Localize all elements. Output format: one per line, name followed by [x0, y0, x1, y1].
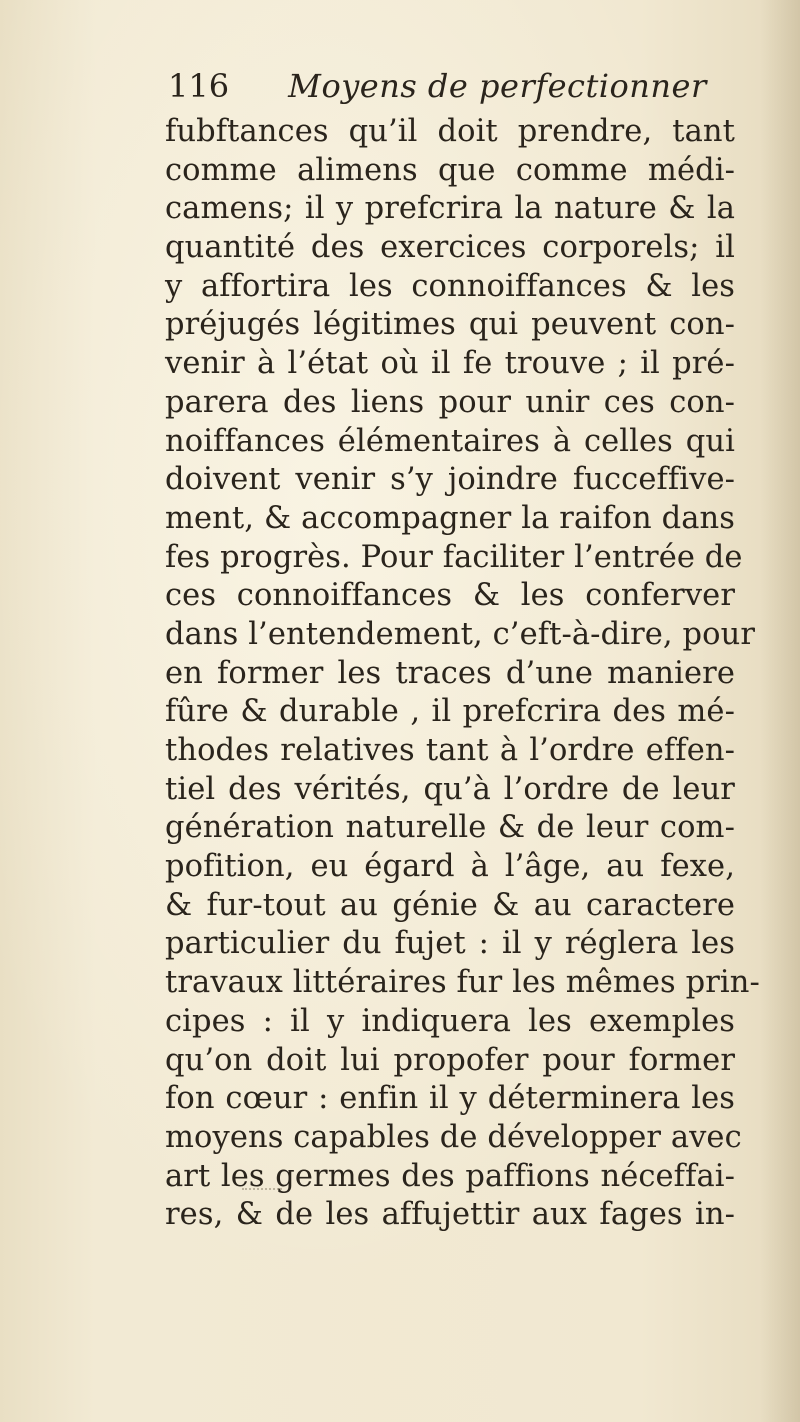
printer-mark: [242, 1188, 282, 1196]
text-line: moyens capables de développer avec: [165, 1119, 742, 1155]
text-line: en former les traces d’une maniere: [165, 655, 735, 691]
text-line: parera des liens pour unir ces con-: [165, 384, 735, 420]
text-line: art les germes des paffions néceffai-: [165, 1158, 735, 1194]
text-line: ces connoiffances & les conferver: [165, 578, 735, 614]
page-number: 116: [168, 67, 230, 105]
text-line: travaux littéraires fur les mêmes prin-: [165, 965, 760, 1001]
text-line: quantité des exercices corporels; il: [165, 230, 735, 266]
text-line: fon cœur : enfin il y déterminera les: [165, 1081, 735, 1117]
text-line: génération naturelle & de leur com-: [165, 810, 735, 846]
text-line: cipes : il y indiquera les exemples: [165, 1003, 735, 1039]
text-line: fubftances qu’il doit prendre, tant: [165, 114, 735, 149]
text-line: camens; il y prefcrira la nature & la: [165, 191, 735, 227]
text-line: particulier du fujet : il y réglera les: [165, 926, 735, 962]
text-line: préjugés légitimes qui peuvent con-: [165, 307, 735, 343]
text-line: thodes relatives tant à l’ordre effen-: [165, 733, 735, 768]
text-line: & fur-tout au génie & au caractere: [165, 887, 735, 923]
text-line: doivent venir s’y joindre fucceffive-: [165, 462, 735, 498]
page-edge-shadow: [760, 0, 800, 1422]
text-line: fes progrès. Pour faciliter l’entrée de: [165, 539, 743, 575]
text-line: pofition, eu égard à l’âge, au fexe,: [165, 849, 735, 885]
text-line: tiel des vérités, qu’à l’ordre de leur: [165, 771, 735, 807]
running-head: [168, 64, 707, 108]
text-line: noiffances élémentaires à celles qui: [165, 423, 735, 459]
text-line: fûre & durable , il prefcrira des mé-: [165, 694, 735, 730]
text-line: res, & de les affujettir aux fages in-: [165, 1197, 735, 1233]
body-text: [165, 113, 760, 1235]
text-line: qu’on doit lui propofer pour former: [165, 1042, 735, 1078]
text-line: dans l’entendement, c’eft-à-dire, pour: [165, 616, 756, 652]
text-line: comme alimens que comme médi-: [165, 152, 735, 188]
text-line: ment, & accompagner la raifon dans: [165, 500, 735, 536]
text-line: venir à l’état où il fe trouve ; il pré-: [165, 346, 735, 382]
text-line: y affortira les connoiffances & les: [165, 268, 735, 304]
running-title: Moyens de perfectionner: [288, 67, 707, 105]
